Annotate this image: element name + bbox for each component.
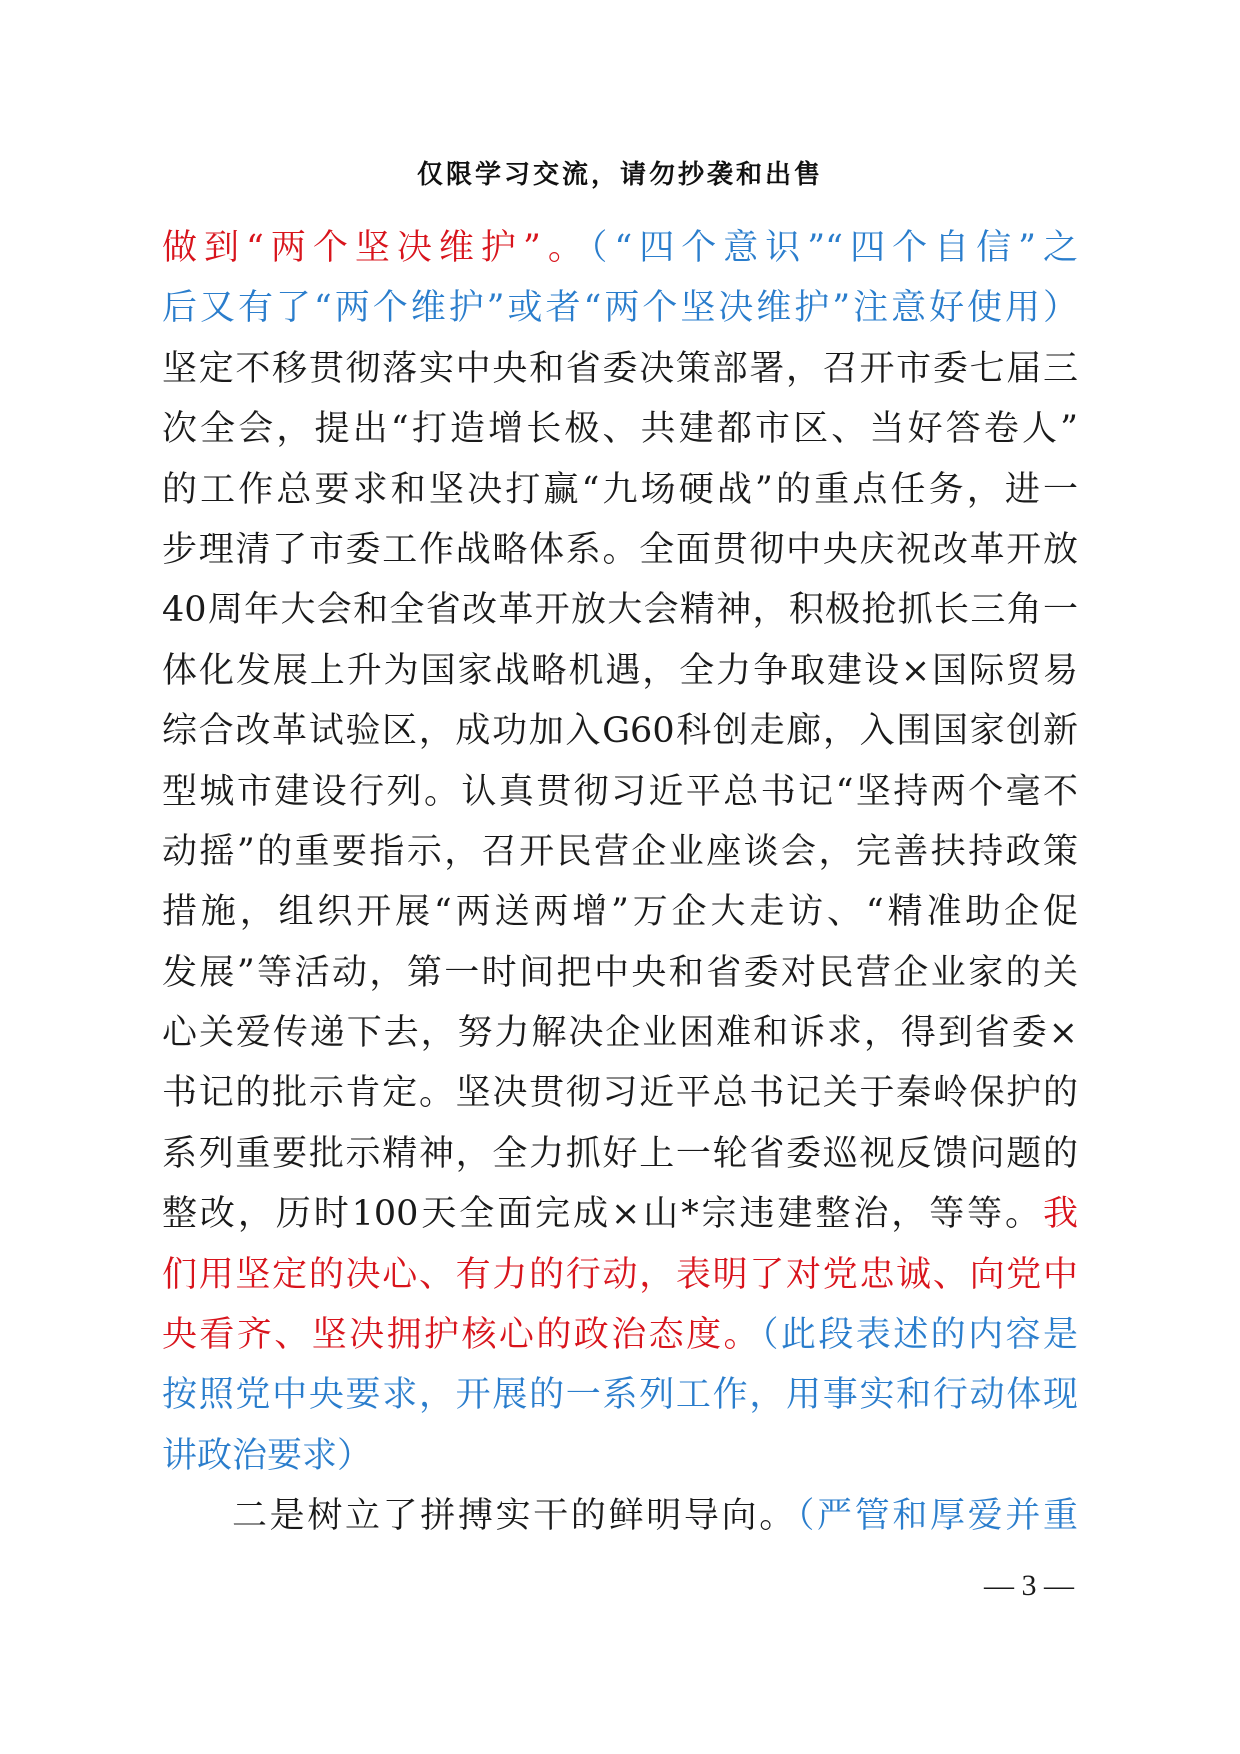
body-line: [162, 1365, 1078, 1425]
text-segment-black: 次全会，提出“打造增长极、共建都市区、当好答卷人”: [162, 409, 1078, 450]
text-segment-blue: （严管和厚爱并重: [796, 1496, 1078, 1537]
body-line: [162, 520, 1078, 580]
body-line: [162, 1184, 1078, 1244]
body-line: [162, 278, 1078, 338]
text-segment-blue: （此段表述的内容是: [760, 1315, 1078, 1356]
body-line: [162, 218, 1078, 278]
text-segment-black: 40周年大会和全省改革开放大会精神，积极抢抓长三角一: [162, 590, 1078, 631]
body-line: [162, 399, 1078, 459]
text-segment-blue: （“四个意识”“四个自信”之: [589, 228, 1078, 268]
body-line: [162, 641, 1078, 701]
page-number: — 3 —: [984, 1569, 1074, 1602]
text-segment-black: 动摇”的重要指示，召开民营企业座谈会，完善扶持政策: [162, 831, 1078, 872]
text-segment-black: 二是树立了拼搏实干的鲜明导向。: [232, 1496, 797, 1537]
text-segment-red: 央看齐、坚决拥护核心的政治态度。: [162, 1315, 761, 1356]
text-segment-black: 型城市建设行列。认真贯彻习近平总书记“坚持两个毫不: [162, 771, 1078, 812]
body-line: [162, 1426, 1078, 1486]
body-line: [162, 762, 1078, 822]
body-line: [162, 1003, 1078, 1063]
text-segment-black: 系列重要批示精神，全力抓好上一轮省委巡视反馈问题的: [162, 1133, 1078, 1174]
text-segment-black: 体化发展上升为国家战略机遇，全力争取建设×国际贸易: [162, 650, 1078, 691]
text-segment-black: 的工作总要求和坚决打赢“九场硬战”的重点任务，进一: [162, 469, 1078, 510]
body-line: [162, 1486, 1078, 1546]
body-line: [162, 943, 1078, 1003]
body-line: [162, 1063, 1078, 1123]
text-segment-red: 们用坚定的决心、有力的行动，表明了对党忠诚、向党中: [162, 1254, 1078, 1295]
text-segment-red: 做到“两个坚决维护”。: [162, 228, 590, 268]
page-header-notice: 仅限学习交流，请勿抄袭和出售: [416, 160, 823, 190]
text-segment-black: 综合改革试验区，成功加入G60科创走廊，入围国家创新: [162, 711, 1078, 752]
body-line: [162, 882, 1078, 942]
body-line: [162, 460, 1078, 520]
text-segment-black: 措施，组织开展“两送两增”万企大走访、“精准助企促: [162, 892, 1078, 933]
text-segment-black: 步理清了市委工作战略体系。全面贯彻中央庆祝改革开放: [162, 529, 1078, 570]
body-line: [162, 701, 1078, 761]
body-line: [162, 1245, 1078, 1305]
text-segment-blue: 讲政治要求）: [162, 1435, 373, 1476]
body-text: [162, 218, 1078, 1547]
body-line: [162, 580, 1078, 640]
text-segment-black: 发展”等活动，第一时间把中央和省委对民营企业家的关: [162, 952, 1078, 993]
text-segment-red: 我: [1042, 1194, 1078, 1235]
body-line: [162, 339, 1078, 399]
body-line: [162, 822, 1078, 882]
text-segment-black: 心关爱传递下去，努力解决企业困难和诉求，得到省委×: [162, 1013, 1078, 1054]
body-line: [162, 1124, 1078, 1184]
text-segment-black: 坚定不移贯彻落实中央和省委决策部署，召开市委七届三: [162, 348, 1078, 389]
text-segment-black: 整改，历时100天全面完成×山*宗违建整治，等等。: [162, 1194, 1043, 1235]
text-segment-black: 书记的批示肯定。坚决贯彻习近平总书记关于秦岭保护的: [162, 1073, 1078, 1114]
text-segment-blue: 按照党中央要求，开展的一系列工作，用事实和行动体现: [162, 1375, 1078, 1416]
body-line: [162, 1305, 1078, 1365]
text-segment-blue: 后又有了“两个维护”或者“两个坚决维护”注意好使用）: [162, 288, 1078, 329]
